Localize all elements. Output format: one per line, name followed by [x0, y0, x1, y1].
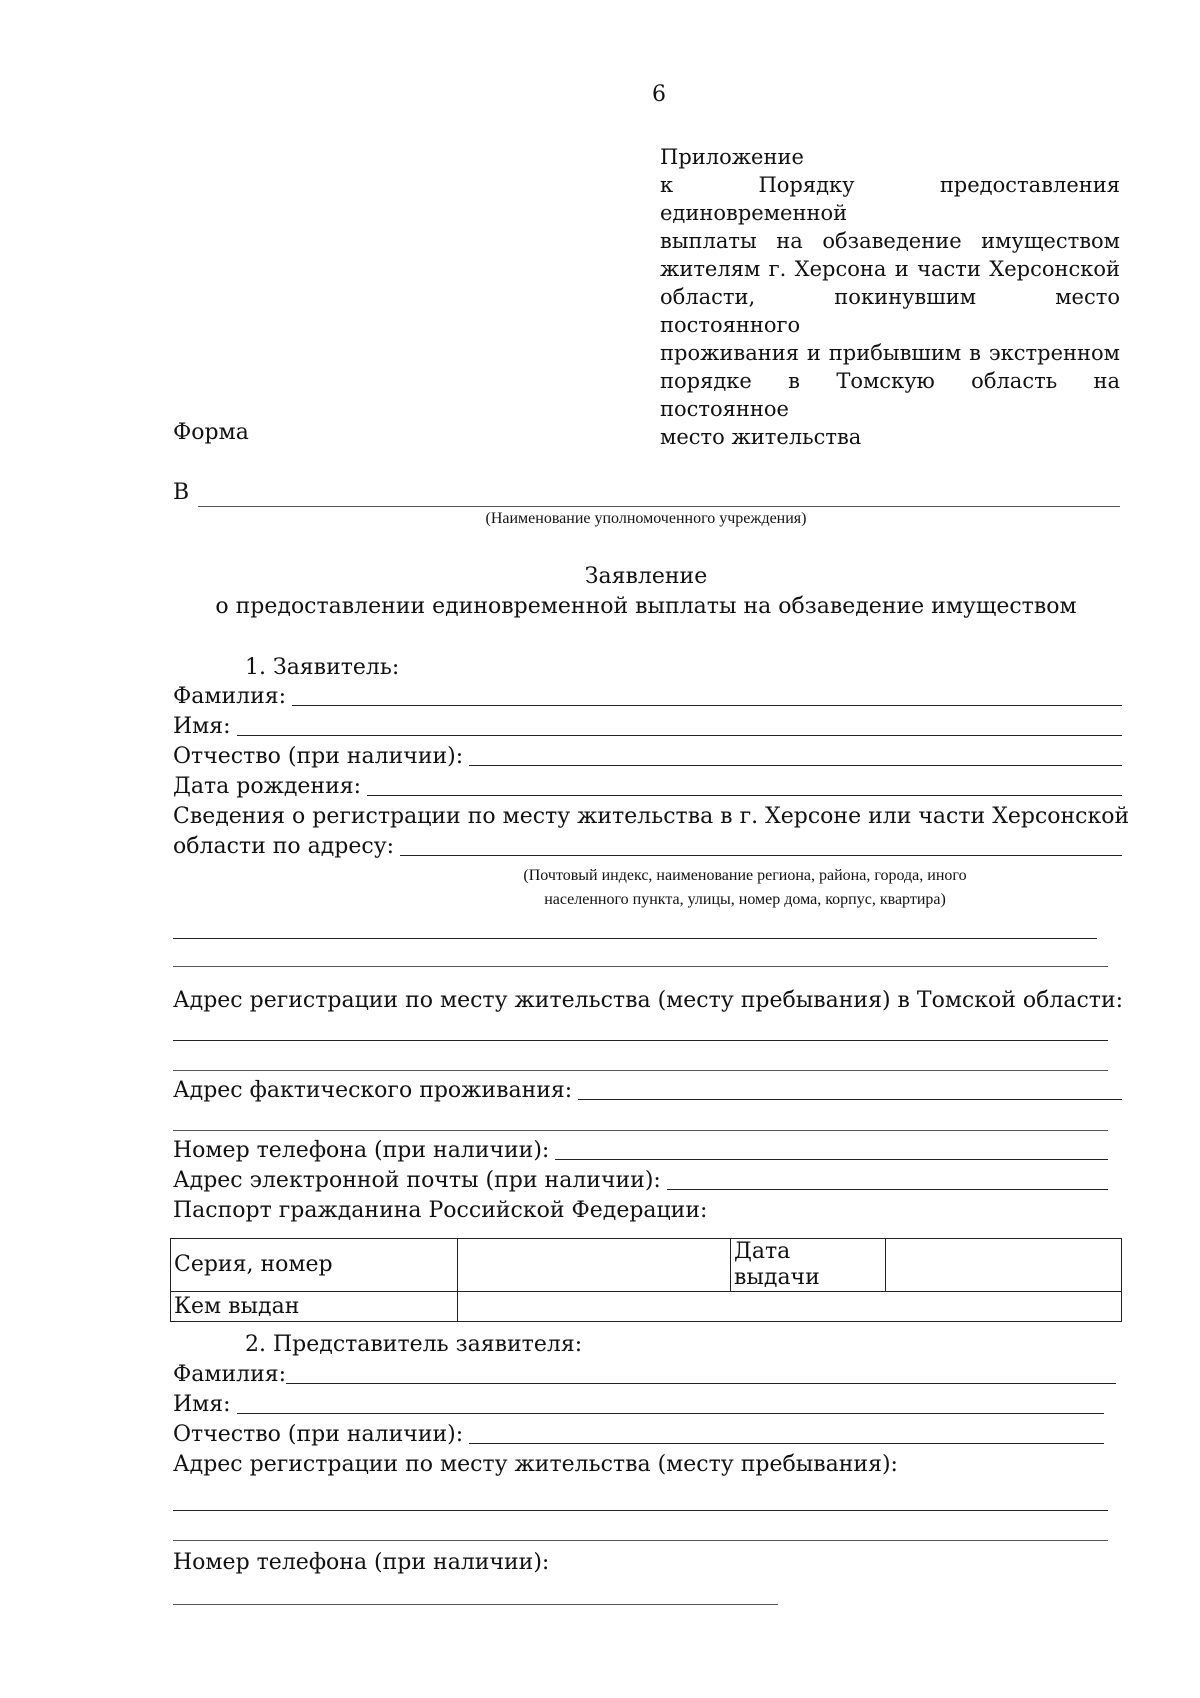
address-hint-line-1: (Почтовый индекс, наименование региона, района, города, иного [523, 867, 967, 884]
document-title: Заявление [584, 564, 708, 589]
actual-address-line-2[interactable] [173, 1130, 1108, 1131]
appendix-block [660, 143, 1120, 451]
rep-patronymic-field[interactable] [469, 1443, 1104, 1444]
applicant-email-row [173, 1166, 1108, 1196]
rep-surname-row [173, 1360, 1116, 1390]
applicant-email-field[interactable] [667, 1189, 1108, 1190]
applicant-name-row [173, 712, 1122, 742]
actual-address-label: Адрес фактического проживания: [173, 1078, 573, 1103]
applicant-email-label: Адрес электронной почты (при наличии): [173, 1168, 661, 1193]
document-subtitle: о предоставлении единовременной выплаты на обзаведение имуществом [215, 594, 1077, 619]
recipient-hint: (Наименование уполномоченного учреждения) [485, 510, 807, 527]
passport-series-label: Серия, номер [171, 1239, 458, 1292]
applicant-registration-field[interactable] [400, 855, 1122, 856]
applicant-patronymic-field[interactable] [469, 765, 1122, 766]
applicant-phone-row [173, 1136, 1108, 1166]
applicant-phone-label: Номер телефона (при наличии): [173, 1138, 550, 1163]
form-label: Форма [173, 420, 249, 445]
rep-surname-field[interactable] [286, 1383, 1116, 1384]
page-number: 6 [652, 82, 666, 107]
tomsk-address-label: Адрес регистрации по месту жительства (месту пребывания) в Томской области: [173, 988, 1124, 1013]
applicant-birthdate-field[interactable] [367, 795, 1122, 796]
appendix-line: место жительства [660, 425, 862, 449]
appendix-title: Приложение [660, 145, 804, 169]
tomsk-address-line[interactable] [173, 1040, 1108, 1041]
appendix-line: проживания и прибывшим в экстренном [660, 341, 1120, 365]
rep-patronymic-row [173, 1420, 1104, 1450]
rep-name-row [173, 1390, 1104, 1420]
passport-label: Паспорт гражданина Российской Федерации: [173, 1198, 708, 1223]
passport-date-field[interactable] [886, 1239, 1122, 1292]
applicant-registration-row [173, 832, 1122, 862]
appendix-line: выплаты на обзаведение имуществом [660, 229, 1120, 253]
applicant-name-field[interactable] [237, 735, 1122, 736]
registration-extra-line[interactable] [173, 938, 1097, 939]
rep-patronymic-label: Отчество (при наличии): [173, 1422, 464, 1447]
rep-phone-label: Номер телефона (при наличии): [173, 1550, 550, 1575]
appendix-line: области, покинувшим место постоянного [660, 285, 1120, 337]
passport-issuer-field[interactable] [458, 1292, 1122, 1322]
rep-phone-line[interactable] [173, 1604, 778, 1605]
table-row [171, 1292, 1122, 1322]
passport-date-label: Дата выдачи [731, 1239, 886, 1292]
representative-section-title: 2. Представитель заявителя: [245, 1332, 583, 1357]
passport-table [170, 1238, 1122, 1322]
appendix-line: жителям г. Херсона и части Херсонской [660, 257, 1120, 281]
applicant-birthdate-row [173, 772, 1122, 802]
applicant-registration-label-2: области по адресу: [173, 834, 395, 859]
applicant-surname-row [173, 682, 1122, 712]
appendix-line: порядке в Томскую область на постоянное [660, 369, 1120, 421]
rep-name-field[interactable] [237, 1413, 1104, 1414]
applicant-surname-field[interactable] [292, 705, 1122, 706]
rep-name-label: Имя: [173, 1392, 231, 1417]
table-row [171, 1239, 1122, 1292]
rep-surname-label: Фамилия: [173, 1362, 287, 1387]
applicant-name-label: Имя: [173, 714, 231, 739]
appendix-line: к Порядку предоставления единовременной [660, 173, 1120, 225]
applicant-patronymic-row [173, 742, 1122, 772]
actual-address-field[interactable] [578, 1099, 1122, 1100]
recipient-field-line[interactable] [198, 506, 1120, 507]
applicant-phone-field[interactable] [555, 1159, 1108, 1160]
registration-extra-line-2[interactable] [173, 966, 1108, 967]
applicant-patronymic-label: Отчество (при наличии): [173, 744, 464, 769]
rep-registration-line-2[interactable] [173, 1540, 1108, 1541]
applicant-surname-label: Фамилия: [173, 684, 287, 709]
address-hint-line-2: населенного пункта, улицы, номер дома, корпус, квартира) [544, 891, 946, 908]
rep-registration-label: Адрес регистрации по месту жительства (месту пребывания): [173, 1452, 898, 1477]
rep-registration-line[interactable] [173, 1510, 1108, 1511]
applicant-section-title: 1. Заявитель: [245, 655, 400, 680]
passport-issuer-label: Кем выдан [171, 1292, 458, 1322]
applicant-birthdate-label: Дата рождения: [173, 774, 362, 799]
recipient-prefix: В [173, 480, 190, 505]
actual-address-row [173, 1076, 1122, 1106]
tomsk-address-line-2[interactable] [173, 1070, 1108, 1071]
applicant-registration-label: Сведения о регистрации по месту жительства в г. Херсоне или части Херсонской [173, 804, 1130, 829]
passport-series-field[interactable] [458, 1239, 731, 1292]
